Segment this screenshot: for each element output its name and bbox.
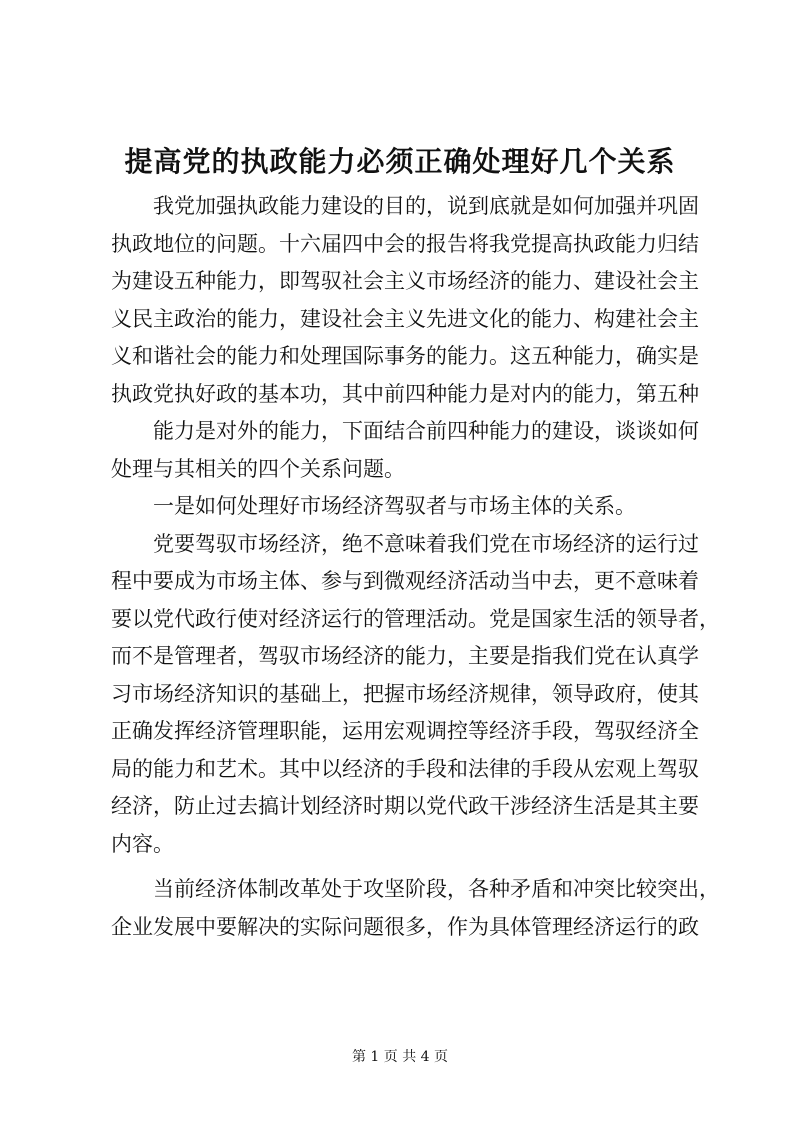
paragraph-line: 而不是管理者，驾驭市场经济的能力，主要是指我们党在认真学 (111, 644, 699, 668)
section-heading-line: 一是如何处理好市场经济驾驭者与市场主体的关系。 (153, 494, 636, 518)
paragraph-line: 程中要成为市场主体、参与到微观经济活动当中去，更不意味着 (111, 569, 699, 593)
paragraph-line: 习市场经济知识的基础上，把握市场经济规律，领导政府，使其 (111, 681, 699, 706)
paragraph-line: 执政党执好政的基本功，其中前四种能力是对内的能力，第五种 (111, 381, 699, 406)
paragraph-line: 处理与其相关的四个关系问题。 (111, 456, 405, 481)
paragraph-line: 为建设五种能力，即驾驭社会主义市场经济的能力、建设社会主 (111, 269, 699, 293)
paragraph-line: 正确发挥经济管理职能，运用宏观调控等经济手段，驾驭经济全 (111, 719, 699, 743)
paragraph-line: 义和谐社会的能力和处理国际事务的能力。这五种能力，确实是 (111, 344, 699, 368)
paragraph-line: 能力是对外的能力，下面结合前四种能力的建设，谈谈如何 (153, 419, 699, 443)
page-number-footer: 第 1 页 共 4 页 (351, 1049, 449, 1065)
paragraph-line: 当前经济体制改革处于攻坚阶段，各种矛盾和冲突比较突出， (153, 877, 720, 901)
document-body (111, 188, 720, 946)
document-title: 提高党的执政能力必须正确处理好几个关系 (124, 145, 676, 178)
paragraph-line: 义民主政治的能力，建设社会主义先进文化的能力、构建社会主 (111, 306, 699, 331)
paragraph-line: 我党加强执政能力建设的目的，说到底就是如何加强并巩固 (153, 194, 699, 218)
paragraph-line: 要以党代政行使对经济运行的管理活动。党是国家生活的领导者， (111, 606, 720, 631)
paragraph-line: 企业发展中要解决的实际问题很多，作为具体管理经济运行的政 (111, 914, 699, 939)
paragraph-line: 内容。 (111, 831, 174, 856)
paragraph-line: 执政地位的问题。十六届四中会的报告将我党提高执政能力归结 (111, 231, 699, 256)
paragraph-line: 党要驾驭市场经济，绝不意味着我们党在市场经济的运行过 (153, 531, 699, 556)
paragraph-line: 经济，防止过去搞计划经济时期以党代政干涉经济生活是其主要 (111, 794, 699, 818)
paragraph-line: 局的能力和艺术。其中以经济的手段和法律的手段从宏观上驾驭 (111, 756, 699, 781)
